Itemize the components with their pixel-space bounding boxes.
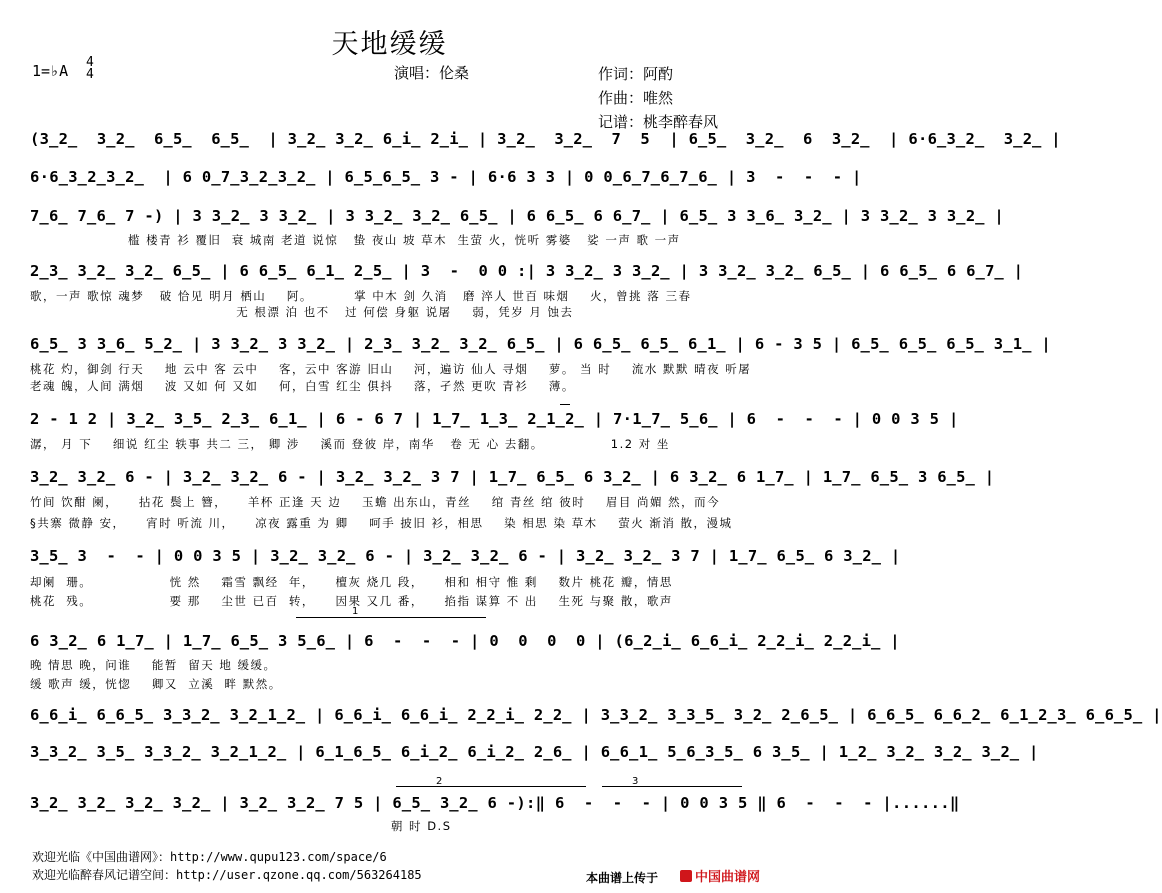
meter-top: 4: [86, 55, 94, 70]
logo-text: 中国曲谱网: [695, 870, 761, 885]
credits-block: [598, 62, 718, 134]
volta-bracket-3: [602, 786, 742, 787]
volta-label-3: 3: [632, 776, 639, 787]
volta-bracket: [560, 404, 570, 405]
volta-label-1: 1: [352, 606, 359, 617]
lyric-line: 朝 时 D.S: [30, 819, 452, 833]
notation-row: 6·6̲3̲2̲3̲2̲ | 6 0̲7̲3̲2̲3̲2̲ | 6̲5̲6̲5̲ 3 - | 6·6 3 3 | 0 0̲6̲7̲6̲7̲6̲ | 3 - - - |: [30, 168, 862, 186]
lyric-line: 桃花 残。 要 那 尘世 已百 转， 因果 又几 番， 掐指 谋算 不 出 生死 与聚 散，歌声: [30, 594, 673, 608]
footer-link-1[interactable]: 欢迎光临《中国曲谱网》：http://www.qupu123.com/space/6: [32, 850, 387, 864]
footer-link-2[interactable]: 欢迎光临醉春风记谱空间：http://user.qzone.qq.com/563264185: [32, 868, 422, 882]
notation-row: 7̲6̲ 7̲6̲ 7 -) | 3 3̲2̲ 3 3̲2̲ | 3 3̲2̲ 3̲2̲ 6̲5̲ | 6 6̲5̲ 6 6̲7̲ | 6̲5̲ 3 3̲6̲ 3̲2̲ | 3 3̲2̲ 3 3̲2̲ |: [30, 207, 1005, 225]
time-signature: [86, 57, 94, 81]
lyric-line: 桃花 灼，御剑 行天 地 云中 客 云中 客，云中 客游 旧山 河，遍访 仙人 寻烟 萝。 当 时 流水 默默 晴夜 听屠: [30, 362, 752, 376]
notation-row: 3̲3̲2̲ 3̲5̲ 3̲3̲2̲ 3̲2̲1̲2̲ | 6̲1̲6̲5̲ 6̲i̲2̲ 6̲i̲2̲ 2̲6̲ | 6̲6̲1̲ 5̲6̲3̲5̲ 6 3̲5̲ | 1̲2̲ 3̲2̲ 3̲2̲ 3̲2̲ |: [30, 743, 1039, 761]
lyric-line: 缓 歌声 缓，恍惚 卿又 立溪 畔 默然。: [30, 677, 282, 691]
notation-row: 6̲5̲ 3 3̲6̲ 5̲2̲ | 3 3̲2̲ 3 3̲2̲ | 2̲3̲ 3̲2̲ 3̲2̲ 6̲5̲ | 6 6̲5̲ 6̲5̲ 6̲1̲ | 6 - 3 5 | 6̲5̲ 6̲5̲ 6̲5̲ 3̲1̲ |: [30, 335, 1052, 353]
lyric-line: 潺， 月 下 细说 红尘 轶事 共二 三， 卿 涉 溪而 登彼 岸，南华 卷 无 心 去翻。 1.2 对 坐: [30, 437, 670, 451]
singer-credit: 演唱：伦桑: [394, 64, 470, 82]
notation-row: (3̲2̲ 3̲2̲ 6̲5̲ 6̲5̲ | 3̲2̲ 3̲2̲ 6̲i̲ 2̲i̲ | 3̲2̲ 3̲2̲ 7 5 | 6̲5̲ 3̲2̲ 6 3̲2̲ | 6·6̲3̲2̲ 3̲2̲ |: [30, 130, 1061, 148]
volta-bracket-2: [396, 786, 586, 787]
notation-row: 3̲2̲ 3̲2̲ 3̲2̲ 3̲2̲ | 3̲2̲ 3̲2̲ 7 5 | 6̲5̲ 3̲2̲ 6 -):‖ 6 - - - | 0 0 3 5 ‖ 6 - - - |......‖: [30, 794, 960, 812]
key-signature: 1=♭A: [32, 62, 69, 80]
notation-row: 3̲5̲ 3 - - | 0 0 3 5 | 3̲2̲ 3̲2̲ 6 - | 3̲2̲ 3̲2̲ 6 - | 3̲2̲ 3̲2̲ 3 7 | 1̲7̲ 6̲5̲ 6 3̲2̲ |: [30, 547, 901, 565]
lyric-line: 老魂 魄，人间 满烟 波 又如 何 又如 何，白雪 红尘 俱抖 落，孑然 更吹 青衫 薄。: [30, 379, 575, 393]
logo-icon: [680, 870, 692, 882]
notation-row: 6 3̲2̲ 6 1̲7̲ | 1̲7̲ 6̲5̲ 3 5̲6̲ | 6 - - - | 0 0 0 0 | (6̲2̲i̲ 6̲6̲i̲ 2̲2̲i̲ 2̲2̲i̲ |: [30, 632, 900, 650]
notation-row: 6̲6̲i̲ 6̲6̲5̲ 3̲3̲2̲ 3̲2̲1̲2̲ | 6̲6̲i̲ 6̲6̲i̲ 2̲2̲i̲ 2̲2̲ | 3̲3̲2̲ 3̲3̲5̲ 3̲2̲ 2̲6̲5̲ | 6̲6̲5̲ 6̲6̲2̲ 6̲1̲2̲3̲ 6̲6̲5̲ |: [30, 706, 1162, 724]
notation-row: 3̲2̲ 3̲2̲ 6 - | 3̲2̲ 3̲2̲ 6 - | 3̲2̲ 3̲2̲ 3 7 | 1̲7̲ 6̲5̲ 6 3̲2̲ | 6 3̲2̲ 6 1̲7̲ | 1̲7̲ 6̲5̲ 3 6̲5̲ |: [30, 468, 995, 486]
site-logo: [680, 866, 760, 885]
score-title: 天地缓缓: [331, 29, 448, 60]
lyric-line: 晚 情思 晚，问谁 能暂 留天 地 缓缓。: [30, 658, 277, 672]
upload-note: 本曲谱上传于: [586, 871, 659, 885]
lyric-line: §共寨 微静 安， 宵时 听流 川， 凉夜 露重 为 卿 呵手 披旧 衫，相思 染 相思 染 草木 萤火 渐消 散，漫城: [30, 516, 733, 530]
lyric-line: 歌，一声 歌惊 魂梦 破 恰见 明月 栖山 阿。 掌 中木 剑 久消 磨 淬人 世百 味烟 火，曾挑 落 三春: [30, 289, 692, 303]
lyric-line: 无 根漂 泊 也不 过 何偿 身躯 说屠 弱，凭岁 月 蚀去: [30, 305, 574, 319]
notation-row: 2 - 1 2 | 3̲2̲ 3̲5̲ 2̲3̲ 6̲1̲ | 6 - 6 7 | 1̲7̲ 1̲3̲ 2̲1̲2̲ | 7·1̲7̲ 5̲6̲ | 6 - - - | 0 0 3 5 |: [30, 410, 959, 428]
lyric-line: 却阑 珊。 恍 然 霜雪 飘经 年， 檀灰 烧几 段， 相和 相守 惟 剩 数片 桃花 瓣，情思: [30, 575, 673, 589]
volta-label-2: 2: [436, 776, 443, 787]
lyric-line: 竹间 饮酣 阑， 拈花 鬓上 簪， 羊杯 正逢 天 边 玉蟾 出东山，青丝 绾 青丝 绾 彼时 眉目 尚媚 然，而今: [30, 495, 721, 509]
notation-row: 2̲3̲ 3̲2̲ 3̲2̲ 6̲5̲ | 6 6̲5̲ 6̲1̲ 2̲5̲ | 3 - 0 0 :| 3 3̲2̲ 3 3̲2̲ | 3 3̲2̲ 3̲2̲ 6̲5̲ | 6 6̲5̲ 6 6̲7̲ |: [30, 262, 1024, 280]
volta-bracket-1: [296, 617, 486, 618]
meter-bottom: 4: [86, 67, 94, 82]
composer-credit: 作曲：唯然: [598, 89, 674, 107]
lyric-line: 槛 楼青 衫 覆旧 衰 城南 老道 说惊 蛰 夜山 坡 草木 生萤 火，恍听 雾婆 娑 一声 歌 一声: [30, 233, 681, 247]
transcriber-credit: 记谱：桃李醉春风: [598, 113, 719, 131]
lyricist-credit: 作词：阿酌: [598, 65, 674, 83]
